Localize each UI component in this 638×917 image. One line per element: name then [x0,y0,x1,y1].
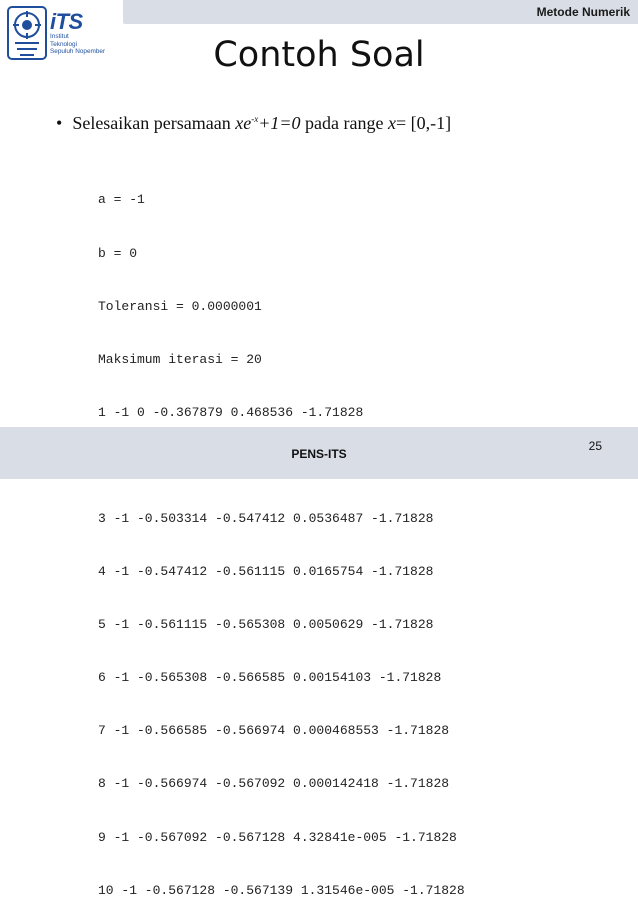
code-line: b = 0 [98,245,138,261]
code-line: 6 -1 -0.565308 -0.566585 0.00154103 -1.71828 [98,670,442,686]
equation-rest: +1=0 [258,113,301,133]
course-label: Metode Numerik [536,5,630,19]
range-value: = [0,-1] [395,113,452,133]
code-line: 3 -1 -0.503314 -0.547412 0.0536487 -1.71828 [98,510,434,526]
code-line: 4 -1 -0.547412 -0.561115 0.0165754 -1.71828 [98,564,434,580]
code-line: 1 -1 0 -0.367879 0.468536 -1.71828 [98,404,364,420]
code-line: 10 -1 -0.567128 -0.567139 1.31546e-005 -1.71828 [98,882,465,898]
page-number: 25 [588,439,602,453]
logo-line-2: Teknologi [50,40,78,48]
slide-title: Contoh Soal [213,35,425,75]
code-line: 8 -1 -0.566974 -0.567092 0.000142418 -1.71828 [98,776,450,792]
bullet-mid: pada range [300,113,388,133]
header-tab [123,0,638,24]
code-line: 9 -1 -0.567092 -0.567128 4.32841e-005 -1.71828 [98,829,457,845]
range-variable: x [387,113,396,133]
code-line: a = -1 [98,192,145,208]
footer-band [0,427,638,479]
bullet-dot-icon: • [56,113,63,133]
bullet-point [56,113,451,134]
code-line: 7 -1 -0.566585 -0.566974 0.000468553 -1.71828 [98,723,450,739]
footer-label: PENS-ITS [291,447,347,461]
equation-exponent: -x [251,114,259,124]
code-line: Maksimum iterasi = 20 [98,351,262,367]
logo-line-3: Sepuluh Nopember [50,48,106,55]
code-line: Toleransi = 0.0000001 [98,298,262,314]
equation-base: xe [235,113,252,133]
code-line: 5 -1 -0.561115 -0.565308 0.0050629 -1.71828 [98,617,434,633]
logo-line-1: Institut [50,33,69,40]
logo-its: iTS [50,9,83,34]
bullet-prefix: Selesaikan persamaan [72,113,236,133]
code-output [98,156,465,917]
